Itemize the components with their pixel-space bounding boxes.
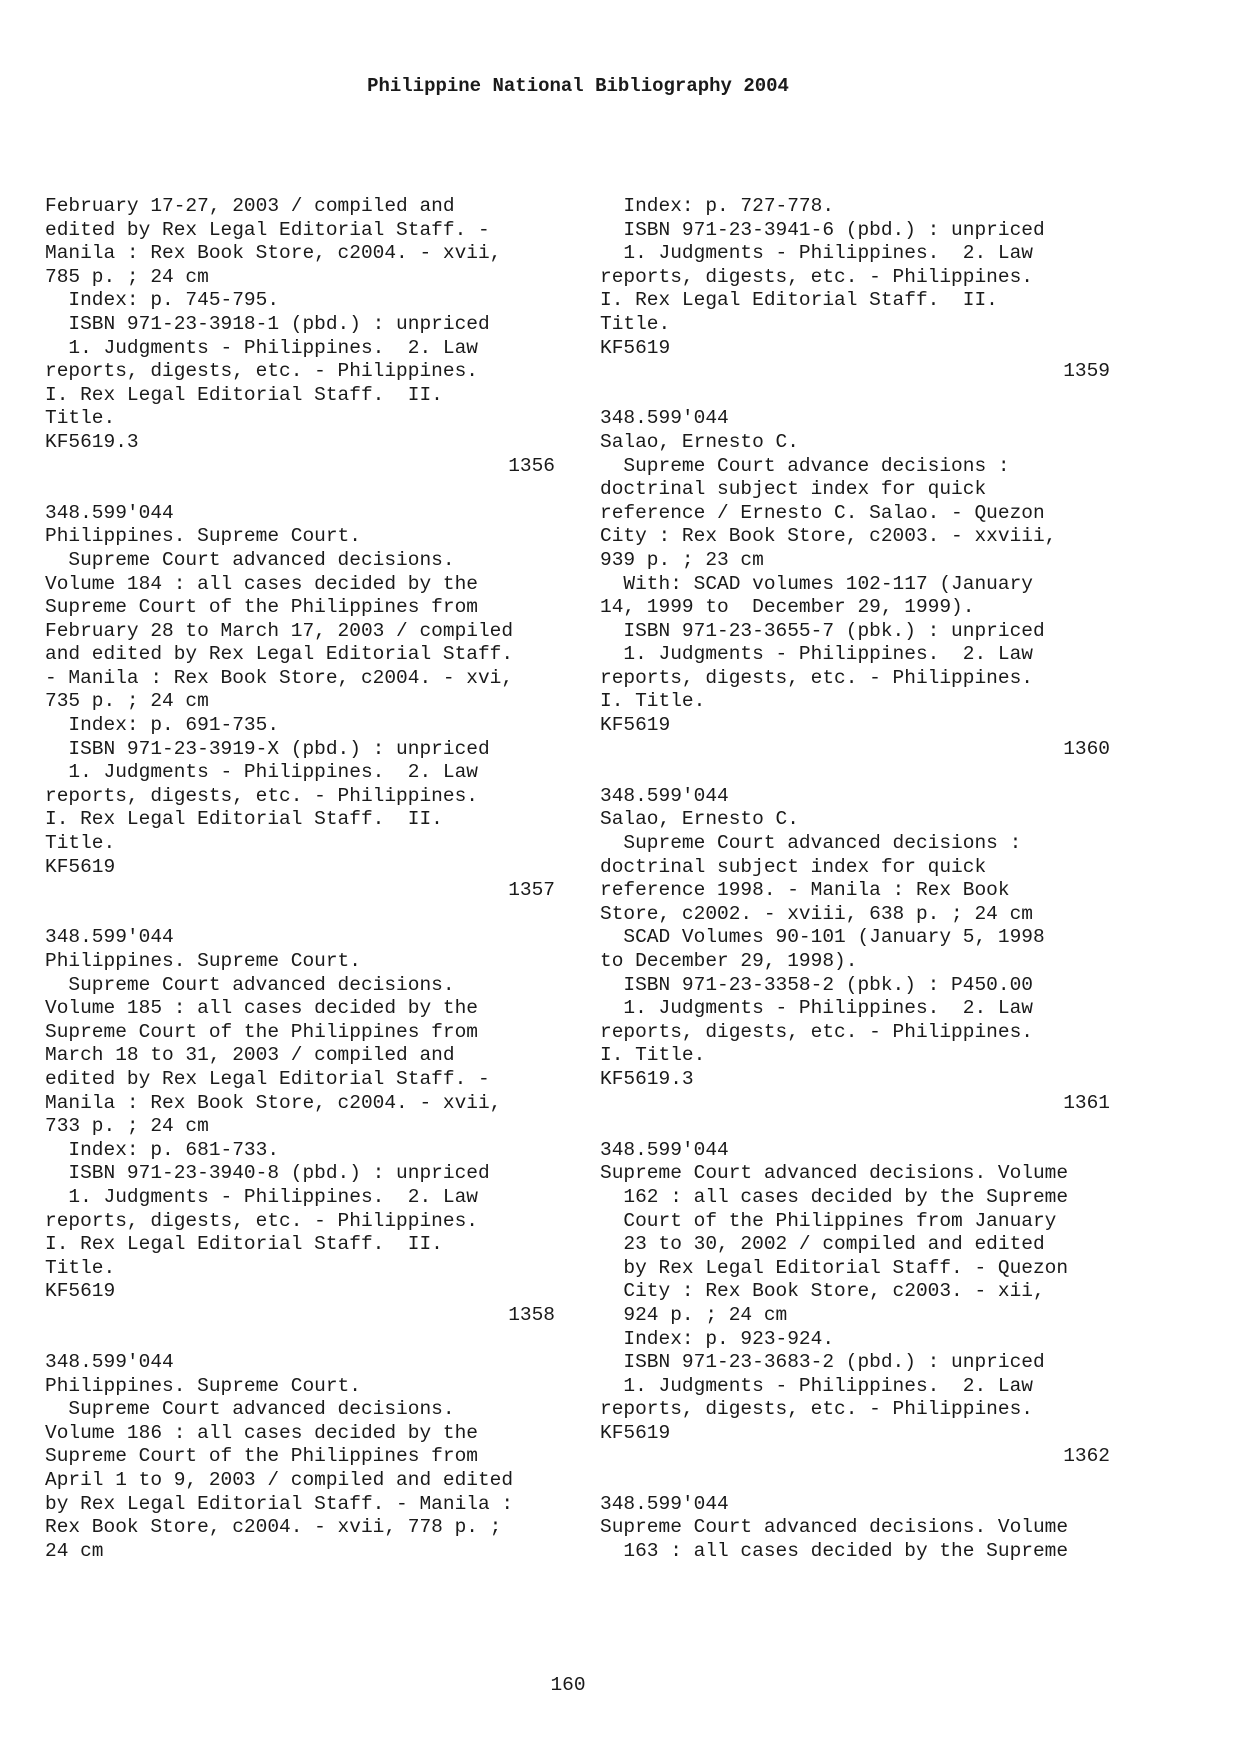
entry-line: ISBN 971-23-3918-1 (pbd.) : unpriced xyxy=(45,312,490,335)
entry-line: Title. xyxy=(600,312,671,335)
entry-line: Volume 184 : all cases decided by the xyxy=(45,572,478,595)
entry-line: reports, digests, etc. - Philippines. xyxy=(600,666,1033,689)
entry-line: Supreme Court advanced decisions. xyxy=(45,1398,455,1421)
entry-line: ISBN 971-23-3683-2 (pbd.) : unpriced xyxy=(600,1351,1045,1374)
entry-line: 14, 1999 to December 29, 1999). xyxy=(600,596,975,619)
entry-line: Store, c2002. - xviii, 638 p. ; 24 cm xyxy=(600,902,1033,925)
entry-line: 1. Judgments - Philippines. 2. Law xyxy=(600,997,1033,1020)
entry-line: March 18 to 31, 2003 / compiled and xyxy=(45,1044,455,1067)
entry-line: 924 p. ; 24 cm xyxy=(600,1303,788,1326)
entry-line: 348.599'044 xyxy=(600,1138,729,1161)
entry-line: 785 p. ; 24 cm xyxy=(45,265,209,288)
entry-line: April 1 to 9, 2003 / compiled and edited xyxy=(45,1469,514,1492)
entry-line: 1. Judgments - Philippines. 2. Law xyxy=(600,1374,1033,1397)
entry-line: edited by Rex Legal Editorial Staff. - xyxy=(45,218,490,241)
entry-line: KF5619 xyxy=(600,336,671,359)
entry-line: 348.599'044 xyxy=(45,501,174,524)
entry-line: Supreme Court advanced decisions. xyxy=(45,548,455,571)
entry-line: 162 : all cases decided by the Supreme xyxy=(600,1185,1069,1208)
entry-line: Index: p. 727-778. xyxy=(600,195,835,217)
entry-separator xyxy=(45,903,565,927)
entry-line: by Rex Legal Editorial Staff. - Quezon xyxy=(600,1256,1069,1279)
entry-line: Supreme Court of the Philippines from xyxy=(45,1445,478,1468)
entry-line: Manila : Rex Book Store, c2004. - xvii, xyxy=(45,1091,502,1114)
entry-line: Philippines. Supreme Court. xyxy=(45,525,361,548)
entry-line: Supreme Court advanced decisions. Volume xyxy=(600,1516,1069,1539)
entry-line: City : Rex Book Store, c2003. - xxviii, xyxy=(600,525,1057,548)
entry-line: February 17-27, 2003 / compiled and xyxy=(45,195,455,217)
entry-line: 1. Judgments - Philippines. 2. Law xyxy=(45,1185,478,1208)
entry-line: Volume 185 : all cases decided by the xyxy=(45,997,478,1020)
entry-line: 348.599'044 xyxy=(600,784,729,807)
entry-line: I. Title. xyxy=(600,690,706,713)
entry-line: ISBN 971-23-3358-2 (pbk.) : P450.00 xyxy=(600,973,1033,996)
right-column xyxy=(600,195,1120,1563)
entry-line: 735 p. ; 24 cm xyxy=(45,690,209,713)
entry-line: Index: p. 691-735. xyxy=(45,714,280,737)
entry-line: KF5619.3 xyxy=(45,430,139,453)
entry-line: KF5619 xyxy=(600,1421,671,1444)
entry-line: Rex Book Store, c2004. - xvii, 778 p. ; xyxy=(45,1516,502,1539)
entry-separator xyxy=(600,1469,1120,1493)
entry-line: ISBN 971-23-3940-8 (pbd.) : unpriced xyxy=(45,1162,490,1185)
entry-line: 348.599'044 xyxy=(45,1351,174,1374)
entry-number: 1357 xyxy=(508,879,555,902)
entry-line: Index: p. 745-795. xyxy=(45,289,280,312)
entry-number: 1356 xyxy=(508,454,555,477)
entry-line: 733 p. ; 24 cm xyxy=(45,1115,209,1138)
entry-line: I. Rex Legal Editorial Staff. II. xyxy=(600,289,998,312)
entry-number: 1362 xyxy=(1063,1445,1110,1468)
entry-number: 1360 xyxy=(1063,737,1110,760)
entry-line: Salao, Ernesto C. xyxy=(600,808,799,831)
entry-separator xyxy=(45,478,565,502)
entry-line: and edited by Rex Legal Editorial Staff. xyxy=(45,643,514,666)
entry-line: 1. Judgments - Philippines. 2. Law xyxy=(600,643,1033,666)
entry-line: 1. Judgments - Philippines. 2. Law xyxy=(45,336,478,359)
entry-number: 1358 xyxy=(508,1303,555,1326)
page-title: Philippine National Bibliography 2004 xyxy=(367,75,789,97)
entry-line: doctrinal subject index for quick xyxy=(600,855,987,878)
entry-line: KF5619 xyxy=(45,855,116,878)
entry-line: Court of the Philippines from January xyxy=(600,1209,1057,1232)
entry-line: - Manila : Rex Book Store, c2004. - xvi, xyxy=(45,666,514,689)
entry-line: 1. Judgments - Philippines. 2. Law xyxy=(45,761,478,784)
entry-line: Title. xyxy=(45,832,116,855)
entry-line: Supreme Court of the Philippines from xyxy=(45,1020,478,1043)
entry-line: 348.599'044 xyxy=(600,1492,729,1515)
entry-line: 163 : all cases decided by the Supreme xyxy=(600,1539,1069,1562)
entry-line: February 28 to March 17, 2003 / compiled xyxy=(45,619,514,642)
entry-line: KF5619 xyxy=(45,1280,116,1303)
entry-line: Title. xyxy=(45,407,116,430)
entry-line: Supreme Court of the Philippines from xyxy=(45,596,478,619)
entry-line: reports, digests, etc. - Philippines. xyxy=(45,1209,478,1232)
entry-line: reference 1998. - Manila : Rex Book xyxy=(600,879,1010,902)
entry-line: ISBN 971-23-3919-X (pbd.) : unpriced xyxy=(45,737,490,760)
entry-line: reports, digests, etc. - Philippines. xyxy=(45,360,478,383)
entry-line: Philippines. Supreme Court. xyxy=(45,950,361,972)
entry-separator xyxy=(600,761,1120,785)
entry-line: I. Rex Legal Editorial Staff. II. xyxy=(45,383,443,406)
entry-line: Supreme Court advance decisions : xyxy=(600,454,1010,477)
entry-line: I. Rex Legal Editorial Staff. II. xyxy=(45,1233,443,1256)
entry-separator xyxy=(600,384,1120,408)
entry-line: Title. xyxy=(45,1256,116,1279)
entry-line: 23 to 30, 2002 / compiled and edited xyxy=(600,1233,1045,1256)
entry-line: Supreme Court advanced decisions. Volume xyxy=(600,1162,1069,1185)
entry-number: 1359 xyxy=(1063,360,1110,383)
entry-line: KF5619 xyxy=(600,714,671,737)
entry-separator xyxy=(45,1328,565,1352)
entry-line: ISBN 971-23-3655-7 (pbk.) : unpriced xyxy=(600,619,1045,642)
entry-line: Philippines. Supreme Court. xyxy=(45,1374,361,1397)
entry-line: SCAD Volumes 90-101 (January 5, 1998 xyxy=(600,926,1045,949)
entry-line: 348.599'044 xyxy=(600,407,729,430)
entry-line: 348.599'044 xyxy=(45,926,174,949)
entry-line: Volume 186 : all cases decided by the xyxy=(45,1421,478,1444)
entry-line: 939 p. ; 23 cm xyxy=(600,548,764,571)
entry-line: Supreme Court advanced decisions : xyxy=(600,832,1022,855)
entry-line: doctrinal subject index for quick xyxy=(600,478,987,501)
entry-separator xyxy=(600,1115,1120,1139)
entry-line: Index: p. 923-924. xyxy=(600,1327,835,1350)
entry-line: 24 cm xyxy=(45,1539,104,1562)
page-number: 160 xyxy=(550,1674,586,1696)
entry-line: reports, digests, etc. - Philippines. xyxy=(45,784,478,807)
entry-line: reference / Ernesto C. Salao. - Quezon xyxy=(600,501,1045,524)
entry-line: 1. Judgments - Philippines. 2. Law xyxy=(600,242,1033,265)
left-column xyxy=(45,195,565,1563)
entry-line: reports, digests, etc. - Philippines. xyxy=(600,1398,1033,1421)
entry-line: ISBN 971-23-3941-6 (pbd.) : unpriced xyxy=(600,218,1045,241)
entry-line: I. Title. xyxy=(600,1044,706,1067)
entry-line: edited by Rex Legal Editorial Staff. - xyxy=(45,1067,490,1090)
entry-line: Salao, Ernesto C. xyxy=(600,430,799,453)
entry-line: Manila : Rex Book Store, c2004. - xvii, xyxy=(45,242,502,265)
entry-line: reports, digests, etc. - Philippines. xyxy=(600,1020,1033,1043)
entry-line: I. Rex Legal Editorial Staff. II. xyxy=(45,808,443,831)
entry-line: Supreme Court advanced decisions. xyxy=(45,973,455,996)
entry-line: reports, digests, etc. - Philippines. xyxy=(600,265,1033,288)
entry-line: to December 29, 1998). xyxy=(600,950,858,972)
entry-line: Index: p. 681-733. xyxy=(45,1138,280,1161)
entry-number: 1361 xyxy=(1063,1091,1110,1114)
entry-line: With: SCAD volumes 102-117 (January xyxy=(600,572,1033,595)
entry-line: by Rex Legal Editorial Staff. - Manila : xyxy=(45,1492,514,1515)
entry-line: KF5619.3 xyxy=(600,1067,694,1090)
entry-line: City : Rex Book Store, c2003. - xii, xyxy=(600,1280,1045,1303)
